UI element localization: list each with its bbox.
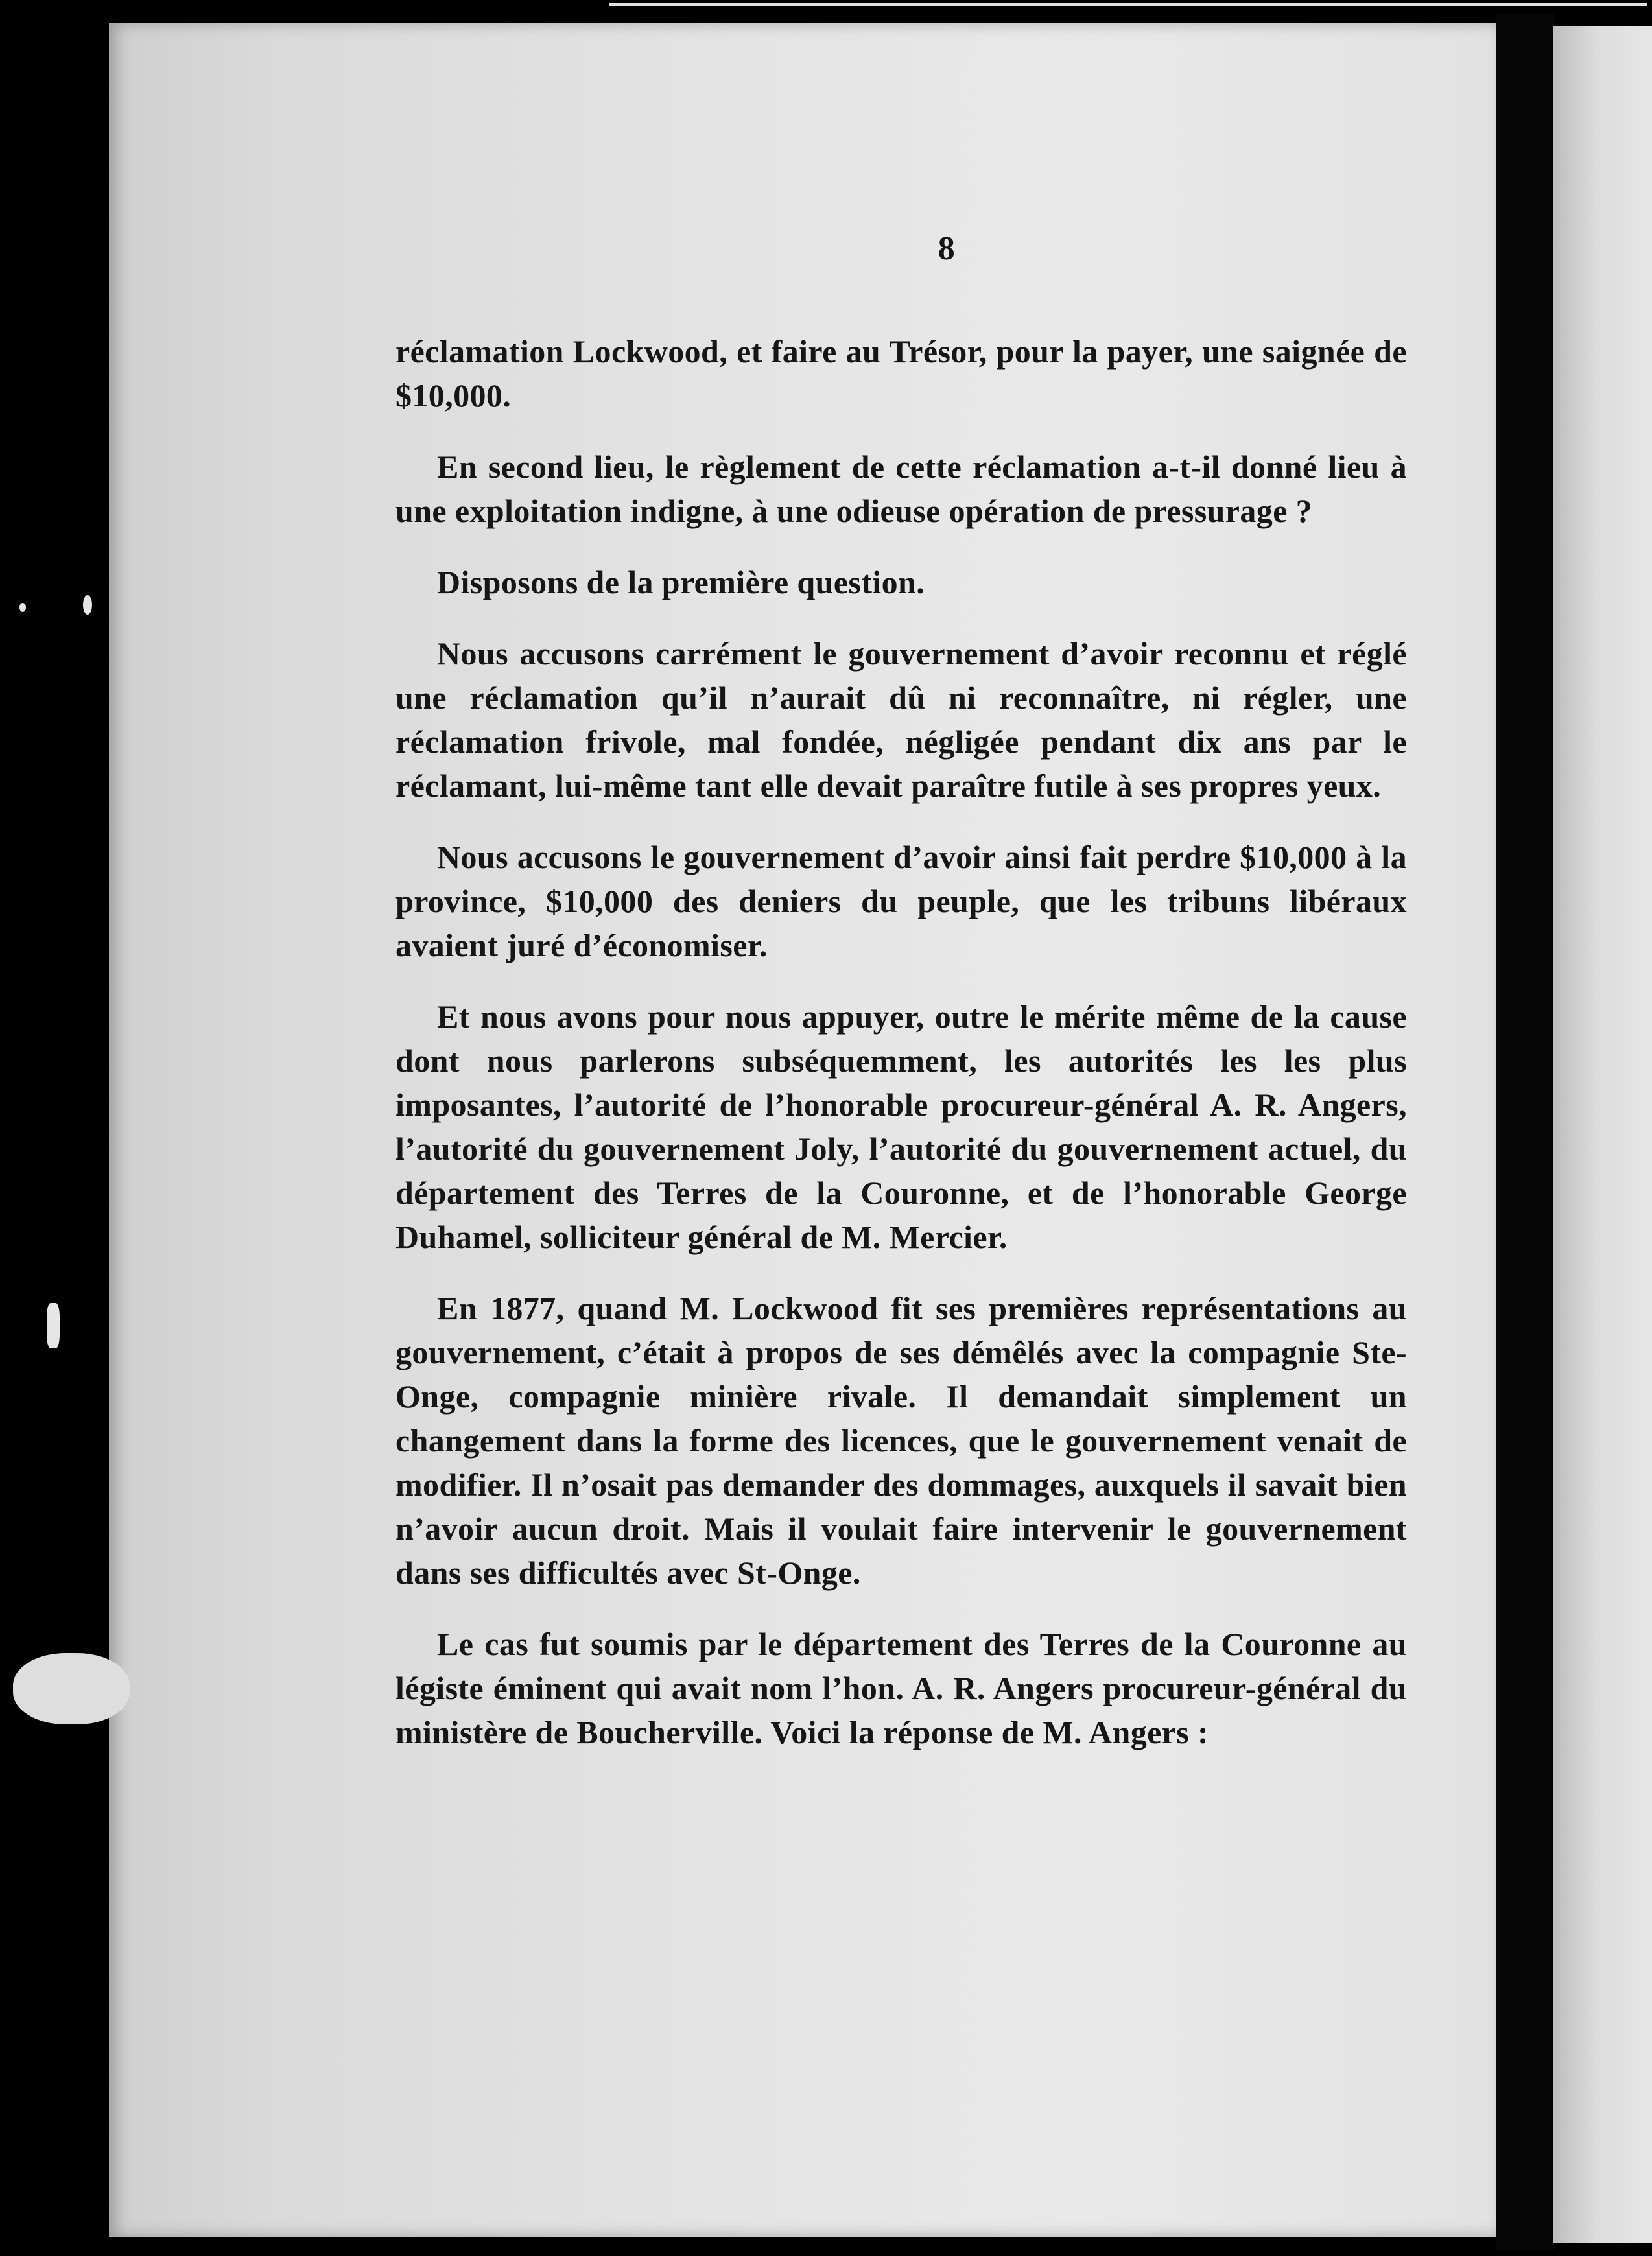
- paragraph: réclamation Lockwood, et faire au Trésor, pour la payer, une saignée de $10,000.: [395, 333, 1407, 414]
- margin-speck: [13, 1653, 130, 1724]
- paragraph: Disposons de la première question.: [437, 564, 925, 600]
- paragraph: Nous accusons carrément le gouvernement d’avoir reconnu et réglé une réclamation qu’il n’aurait dû ni reconnaître, ni régler, une réclamation frivole, mal fondée, négligée pendant dix ans par le réclamant, lui-même tant elle devait paraître futile à ses propres yeux.: [395, 635, 1407, 804]
- paragraph: Nous accusons le gouvernement d’avoir ainsi fait perdre $10,000 à la province, $10,000 des deniers du peuple, que les tribuns libéraux avaient juré d’économiser.: [395, 839, 1407, 963]
- paragraph: En second lieu, le règlement de cette réclamation a-t-il donné lieu à une exploitation indigne, à une odieuse opération de pressurage ?: [395, 449, 1407, 529]
- paragraph: Le cas fut soumis par le département des Terres de la Couronne au légiste éminent qui avait nom l’hon. A. R. Angers procureur-général du ministère de Boucherville. Voici la réponse de M. Angers :: [395, 1626, 1407, 1750]
- margin-speck: [19, 603, 26, 612]
- document-body: [395, 227, 1407, 1781]
- facing-page-edge: [1553, 26, 1652, 2243]
- paragraph: En 1877, quand M. Lockwood fit ses premières représentations au gouvernement, c’était à propos de ses démêlés avec la compagnie Ste-Onge, compagnie minière rivale. Il demandait simplement un changement dans la forme des licences, que le gouvernement venait de modifier. Il n’osait pas demander des dommages, auxquels il savait bien n’avoir aucun droit. Mais il voulait faire intervenir le gouvernement dans ses difficultés avec St-Onge.: [395, 1290, 1407, 1591]
- margin-speck: [83, 595, 92, 615]
- paragraph: Et nous avons pour nous appuyer, outre le mérite même de la cause dont nous parlerons subséquemment, les autorités les les plus imposantes, l’autorité de l’honorable procureur-général A. R. Angers, l’autorité du gouvernement Joly, l’autorité du gouvernement actuel, du département des Terres de la Couronne, et de l’honorable George Duhamel, solliciteur général de M. Mercier.: [395, 998, 1407, 1255]
- page-number: 8: [938, 230, 956, 267]
- margin-speck: [47, 1303, 60, 1348]
- top-edge-line: [609, 3, 1647, 6]
- gutter-shadow: [1496, 13, 1555, 2250]
